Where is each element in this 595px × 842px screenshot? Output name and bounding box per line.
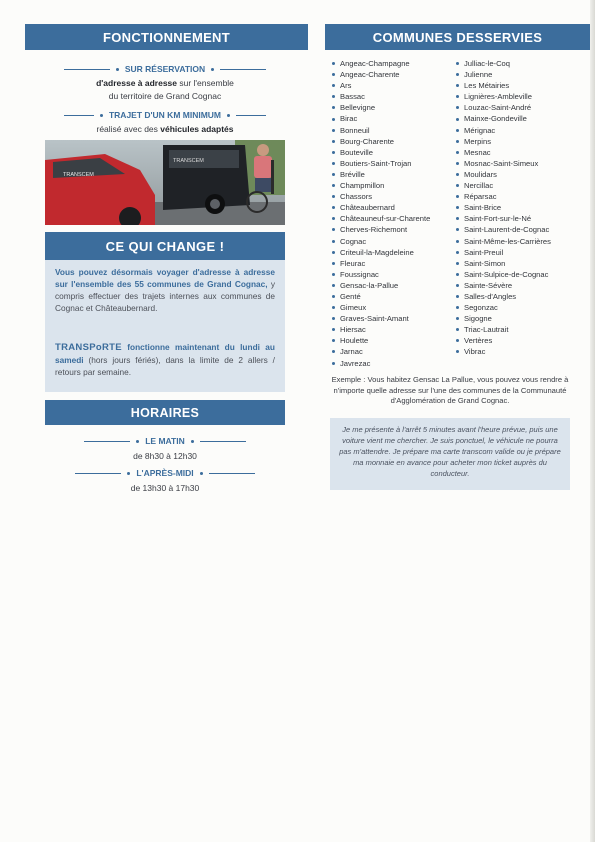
commune-item bbox=[332, 113, 430, 124]
divider bbox=[236, 115, 266, 116]
commune-name: Moulidars bbox=[464, 169, 497, 179]
commune-name: Merpins bbox=[464, 136, 492, 146]
commune-item bbox=[332, 224, 430, 235]
bullet-icon bbox=[456, 295, 459, 298]
apresmidi-heading-text: L'APRÈS-MIDI bbox=[136, 468, 194, 478]
commune-name: Réparsac bbox=[464, 192, 497, 202]
commune-item bbox=[456, 258, 551, 269]
commune-item bbox=[332, 324, 430, 335]
bullet-icon bbox=[332, 195, 335, 198]
commune-name: Jarnac bbox=[340, 347, 363, 357]
bullet-icon bbox=[456, 195, 459, 198]
scan-edge bbox=[590, 0, 595, 842]
change-paragraph-2 bbox=[55, 341, 275, 378]
bullet-icon bbox=[456, 350, 459, 353]
commune-name: Champmillon bbox=[340, 181, 385, 191]
commune-name: Saint-Sulpice-de-Cognac bbox=[464, 269, 549, 279]
commune-item bbox=[332, 269, 430, 280]
commune-name: Bellevigne bbox=[340, 103, 376, 113]
commune-name: Julliac-le-Coq bbox=[464, 59, 511, 68]
commune-name: Saint-Simon bbox=[464, 258, 506, 268]
commune-item bbox=[456, 302, 551, 313]
reservation-heading-text: SUR RÉSERVATION bbox=[124, 64, 206, 74]
bullet-icon bbox=[332, 173, 335, 176]
commune-name: Châteaubernard bbox=[340, 203, 395, 213]
bullet-icon bbox=[332, 62, 335, 65]
commune-item bbox=[332, 358, 430, 369]
bullet-icon bbox=[456, 106, 459, 109]
example-text: Exemple : Vous habitez Gensac La Pallue, vous pouvez vous rendre à n'importe quelle adresse sur l'une des communes de la Communauté d'Agglomération de Grand Cognac. bbox=[331, 375, 569, 405]
commune-name: Criteuil-la-Magdeleine bbox=[340, 247, 414, 257]
reservation-text-rest: sur l'ensemble bbox=[177, 78, 234, 88]
commune-name: Salles-d'Angles bbox=[464, 291, 517, 301]
commune-name: Saint-Preuil bbox=[464, 247, 504, 257]
trajet-text-plain: réalisé avec des bbox=[96, 124, 161, 134]
commune-item bbox=[332, 291, 430, 302]
divider bbox=[209, 473, 255, 474]
horaires-heading: HORAIRES bbox=[45, 400, 285, 425]
bullet-icon bbox=[456, 173, 459, 176]
divider-dot bbox=[100, 114, 103, 117]
commune-item bbox=[456, 169, 551, 180]
bullet-icon bbox=[456, 317, 459, 320]
commune-name: Houlette bbox=[340, 336, 369, 346]
commune-name: Angeac-Charente bbox=[340, 70, 400, 80]
commune-name: Mérignac bbox=[464, 125, 496, 135]
bullet-icon bbox=[456, 206, 459, 209]
commune-item bbox=[456, 247, 551, 258]
change-paragraph-1 bbox=[55, 266, 275, 314]
divider-dot bbox=[127, 472, 130, 475]
bullet-icon bbox=[456, 262, 459, 265]
divider bbox=[64, 115, 94, 116]
commune-name: Châteauneuf-sur-Charente bbox=[340, 214, 431, 224]
reservation-text-line2: du territoire de Grand Cognac bbox=[108, 91, 222, 101]
commune-name: Boutiers-Saint-Trojan bbox=[340, 158, 412, 168]
commune-name: Saint-Fort-sur-le-Né bbox=[464, 214, 532, 224]
bullet-icon bbox=[332, 284, 335, 287]
vehicle-label-1: TRANSCEM bbox=[63, 172, 94, 178]
commune-name: Cherves-Richemont bbox=[340, 225, 408, 235]
divider bbox=[64, 69, 110, 70]
commune-name: Saint-Même-les-Carrières bbox=[464, 236, 551, 246]
bullet-icon bbox=[456, 339, 459, 342]
bullet-icon bbox=[332, 262, 335, 265]
commune-item bbox=[332, 102, 430, 113]
bullet-icon bbox=[332, 217, 335, 220]
reservation-text-bold: d'adresse à adresse bbox=[96, 78, 178, 88]
change-p1-rest: y compris effectuer des trajets internes aux communes de Cognac et Châteaubernard. bbox=[55, 279, 275, 313]
commune-name: Gimeux bbox=[340, 303, 367, 313]
commune-name: Chassors bbox=[340, 192, 373, 202]
commune-item bbox=[332, 335, 430, 346]
reservation-heading bbox=[45, 64, 285, 74]
commune-item bbox=[332, 346, 430, 357]
commune-item bbox=[456, 291, 551, 302]
divider-dot bbox=[211, 68, 214, 71]
divider bbox=[84, 441, 130, 442]
bullet-icon bbox=[332, 129, 335, 132]
trajet-text-bold: véhicules adaptés bbox=[160, 124, 234, 134]
divider-dot bbox=[200, 472, 203, 475]
commune-item bbox=[456, 335, 551, 346]
commune-item bbox=[332, 158, 430, 169]
bullet-icon bbox=[456, 95, 459, 98]
divider bbox=[200, 441, 246, 442]
bullet-icon bbox=[332, 84, 335, 87]
bullet-icon bbox=[456, 184, 459, 187]
fonctionnement-banner: FONCTIONNEMENT bbox=[25, 24, 308, 50]
divider bbox=[220, 69, 266, 70]
vehicle-photo bbox=[45, 140, 285, 225]
commune-item bbox=[332, 202, 430, 213]
commune-item bbox=[456, 224, 551, 235]
bullet-icon bbox=[456, 84, 459, 87]
apresmidi-text: de 13h30 à 17h30 bbox=[130, 483, 200, 493]
commune-item bbox=[332, 280, 430, 291]
bullet-icon bbox=[332, 317, 335, 320]
commune-item bbox=[456, 91, 551, 102]
commune-name: Vibrac bbox=[464, 347, 486, 357]
commune-item bbox=[332, 313, 430, 324]
bullet-icon bbox=[332, 362, 335, 365]
communes-list-col1 bbox=[332, 58, 430, 369]
commune-item bbox=[456, 102, 551, 113]
commune-name: Foussignac bbox=[340, 269, 379, 279]
communes-list-col2 bbox=[456, 58, 551, 358]
bullet-icon bbox=[456, 240, 459, 243]
commune-name: Ars bbox=[340, 81, 352, 91]
commune-name: Bonneuil bbox=[340, 125, 370, 135]
bullet-icon bbox=[332, 228, 335, 231]
bullet-icon bbox=[332, 273, 335, 276]
commune-item bbox=[456, 180, 551, 191]
commune-name: Mosnac-Saint-Simeux bbox=[464, 158, 539, 168]
commune-item bbox=[456, 346, 551, 357]
bullet-icon bbox=[332, 184, 335, 187]
commune-item bbox=[456, 269, 551, 280]
bullet-icon bbox=[456, 284, 459, 287]
commune-name: Segonzac bbox=[464, 303, 498, 313]
bullet-icon bbox=[332, 328, 335, 331]
trajet-heading-text: TRAJET D'UN KM MINIMUM bbox=[108, 110, 222, 120]
commune-item bbox=[332, 236, 430, 247]
change-p2-bold: fonctionne maintenant du lundi au samedi bbox=[55, 342, 275, 365]
bullet-icon bbox=[456, 328, 459, 331]
commune-name: Vertères bbox=[464, 336, 493, 346]
commune-name: Saint-Brice bbox=[464, 203, 502, 213]
commune-item bbox=[456, 202, 551, 213]
commune-item bbox=[332, 302, 430, 313]
bullet-icon bbox=[456, 228, 459, 231]
matin-heading-text: LE MATIN bbox=[145, 436, 185, 446]
commune-name: Mainxe-Gondeville bbox=[464, 114, 527, 124]
commune-name: Saint-Laurent-de-Cognac bbox=[464, 225, 550, 235]
bullet-icon bbox=[332, 350, 335, 353]
bullet-icon bbox=[332, 73, 335, 76]
commune-item bbox=[332, 69, 430, 80]
commune-item bbox=[456, 324, 551, 335]
transporte-brand: TRANSPoRTE bbox=[55, 342, 122, 353]
bullet-icon bbox=[332, 251, 335, 254]
divider bbox=[75, 473, 121, 474]
divider-dot bbox=[116, 68, 119, 71]
commune-item bbox=[332, 91, 430, 102]
bullet-icon bbox=[332, 140, 335, 143]
bullet-icon bbox=[332, 118, 335, 121]
bullet-icon bbox=[332, 95, 335, 98]
commune-item bbox=[332, 258, 430, 269]
commune-item bbox=[456, 191, 551, 202]
bullet-icon bbox=[456, 118, 459, 121]
bullet-icon bbox=[456, 140, 459, 143]
change-heading: CE QUI CHANGE ! bbox=[45, 232, 285, 260]
vehicle-label-2: TRANSCEM bbox=[173, 158, 204, 164]
vehicle-photo-illustration bbox=[45, 140, 285, 225]
commune-item bbox=[456, 213, 551, 224]
commune-item bbox=[456, 125, 551, 136]
commune-name: Angeac-Champagne bbox=[340, 59, 410, 68]
commune-name: Lignières-Ambleville bbox=[464, 92, 532, 102]
quote-panel bbox=[330, 418, 570, 490]
bullet-icon bbox=[456, 62, 459, 65]
commune-item bbox=[456, 147, 551, 158]
commune-name: Triac-Lautrait bbox=[464, 325, 509, 335]
commune-item bbox=[456, 236, 551, 247]
bullet-icon bbox=[456, 73, 459, 76]
matin-text: de 8h30 à 12h30 bbox=[133, 451, 197, 461]
trajet-text bbox=[45, 124, 285, 134]
bullet-icon bbox=[332, 240, 335, 243]
commune-item bbox=[456, 80, 551, 91]
bullet-icon bbox=[456, 162, 459, 165]
commune-name: Julienne bbox=[464, 70, 493, 80]
divider-dot bbox=[227, 114, 230, 117]
commune-name: Bassac bbox=[340, 92, 365, 102]
bullet-icon bbox=[332, 295, 335, 298]
commune-item bbox=[332, 58, 430, 69]
communes-banner: COMMUNES DESSERVIES bbox=[325, 24, 590, 50]
change-p2-rest: (hors jours fériés), dans la limite de 2 allers / retours par semaine. bbox=[55, 355, 275, 377]
bullet-icon bbox=[456, 217, 459, 220]
bullet-icon bbox=[456, 306, 459, 309]
commune-item bbox=[456, 136, 551, 147]
commune-name: Sainte-Sévère bbox=[464, 280, 513, 290]
bullet-icon bbox=[332, 106, 335, 109]
bullet-icon bbox=[456, 151, 459, 154]
commune-item bbox=[332, 125, 430, 136]
commune-name: Bréville bbox=[340, 169, 365, 179]
commune-name: Bouteville bbox=[340, 147, 373, 157]
commune-item bbox=[332, 213, 430, 224]
bullet-icon bbox=[332, 306, 335, 309]
commune-name: Bourg-Charente bbox=[340, 136, 395, 146]
commune-name: Birac bbox=[340, 114, 358, 124]
commune-item bbox=[332, 247, 430, 258]
commune-item bbox=[456, 58, 551, 69]
commune-item bbox=[332, 180, 430, 191]
commune-item bbox=[456, 280, 551, 291]
commune-name: Cognac bbox=[340, 236, 367, 246]
commune-item bbox=[456, 69, 551, 80]
commune-item bbox=[332, 136, 430, 147]
commune-name: Graves-Saint-Amant bbox=[340, 314, 409, 324]
commune-name: Sigogne bbox=[464, 314, 492, 324]
commune-name: Nercillac bbox=[464, 181, 494, 191]
commune-name: Fleurac bbox=[340, 258, 366, 268]
divider-dot bbox=[136, 440, 139, 443]
commune-name: Gensac-la-Pallue bbox=[340, 280, 399, 290]
commune-item bbox=[332, 169, 430, 180]
bullet-icon bbox=[332, 206, 335, 209]
divider-dot bbox=[191, 440, 194, 443]
change-p1-bold: Vous pouvez désormais voyager d'adresse à adresse sur l'ensemble des 55 communes de Grand Cognac, bbox=[55, 267, 275, 289]
matin-heading bbox=[45, 436, 285, 446]
commune-item bbox=[456, 158, 551, 169]
commune-name: Louzac-Saint-André bbox=[464, 103, 532, 113]
commune-item bbox=[332, 147, 430, 158]
commune-name: Mesnac bbox=[464, 147, 491, 157]
bullet-icon bbox=[332, 151, 335, 154]
commune-item bbox=[456, 313, 551, 324]
bullet-icon bbox=[456, 129, 459, 132]
commune-item bbox=[332, 191, 430, 202]
commune-name: Les Métairies bbox=[464, 81, 510, 91]
bullet-icon bbox=[332, 162, 335, 165]
commune-name: Genté bbox=[340, 291, 361, 301]
bullet-icon bbox=[332, 339, 335, 342]
bullet-icon bbox=[456, 251, 459, 254]
commune-name: Hiersac bbox=[340, 325, 366, 335]
commune-name: Javrezac bbox=[340, 358, 371, 368]
reservation-text bbox=[45, 78, 285, 88]
bullet-icon bbox=[456, 273, 459, 276]
trajet-heading bbox=[45, 110, 285, 120]
quote-text: Je me présente à l'arrêt 5 minutes avant l'heure prévue, puis une voiture vient me chercher. Je suis ponctuel, le véhicule ne pourra pas m'attendre. Je prépare ma carte transcom valide ou je prépare ma monnaie en avance pour acheter mon ticket auprès du conducteur. bbox=[339, 425, 561, 478]
commune-item bbox=[456, 113, 551, 124]
commune-item bbox=[332, 80, 430, 91]
apresmidi-heading bbox=[45, 468, 285, 478]
